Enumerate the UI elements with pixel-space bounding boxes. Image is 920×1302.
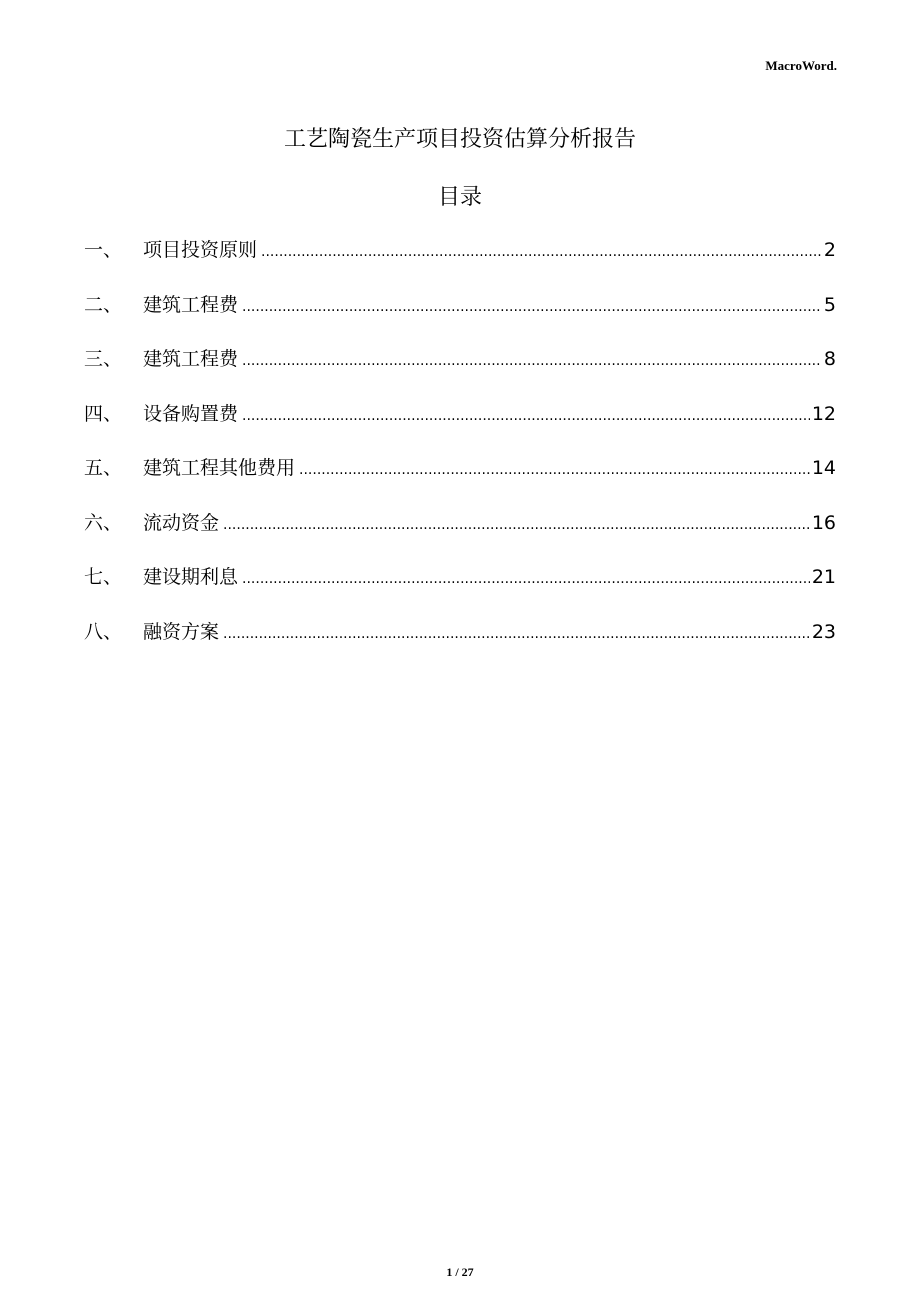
toc-dot-leader: [223, 517, 810, 533]
toc-heading: 目录: [437, 185, 482, 210]
toc-entry-label: 建筑工程其他费用: [143, 457, 296, 479]
toc-entry-number: 四、: [84, 402, 123, 425]
toc-entry-page: 5: [823, 293, 836, 316]
toc-entry-number: 三、: [84, 348, 123, 370]
toc-entry-page: 23: [811, 620, 836, 643]
toc-dot-leader: [223, 626, 810, 642]
toc-entry-number: 七、: [84, 566, 123, 588]
toc-entry[interactable]: [84, 235, 836, 290]
toc-entry-number: 八、: [84, 620, 123, 643]
toc-entry-page: 21: [811, 566, 836, 588]
toc-entry[interactable]: [84, 508, 836, 563]
toc-dot-leader: [242, 408, 810, 424]
toc-entry-page: 14: [811, 457, 836, 479]
toc-entry[interactable]: [84, 453, 836, 508]
toc-entry-page: 16: [811, 511, 836, 534]
page-number-indicator: 1 / 27: [446, 1265, 474, 1279]
toc-entry-label: 建设期利息: [143, 566, 239, 588]
toc-dot-leader: [242, 353, 822, 369]
toc-entry-number: 二、: [84, 293, 123, 316]
toc-entry-number: 六、: [84, 511, 123, 534]
toc-dot-leader: [261, 244, 822, 260]
toc-entry[interactable]: [84, 617, 836, 672]
document-title: 工艺陶瓷生产项目投资估算分析报告: [283, 127, 636, 152]
toc-entry-number: 一、: [84, 239, 123, 261]
toc-dot-leader: [242, 299, 822, 315]
toc-entry-label: 流动资金: [143, 511, 220, 534]
toc-entry[interactable]: [84, 290, 836, 345]
toc-entry-label: 项目投资原则: [143, 239, 258, 261]
toc-entry-label: 建筑工程费: [143, 293, 239, 316]
toc-dot-leader: [299, 462, 810, 478]
toc-entry[interactable]: [84, 399, 836, 454]
toc-entry[interactable]: [84, 344, 836, 399]
toc-entry-label: 建筑工程费: [143, 348, 239, 370]
toc-entry-number: 五、: [84, 457, 123, 479]
table-of-contents: [84, 235, 836, 671]
toc-entry-label: 设备购置费: [143, 402, 239, 425]
toc-dot-leader: [242, 571, 810, 587]
header-brand: MacroWord.: [765, 58, 837, 73]
toc-entry-label: 融资方案: [143, 620, 220, 643]
toc-entry-page: 2: [823, 239, 836, 261]
toc-entry-page: 12: [811, 402, 836, 425]
toc-entry-page: 8: [823, 348, 836, 370]
toc-entry[interactable]: [84, 562, 836, 617]
